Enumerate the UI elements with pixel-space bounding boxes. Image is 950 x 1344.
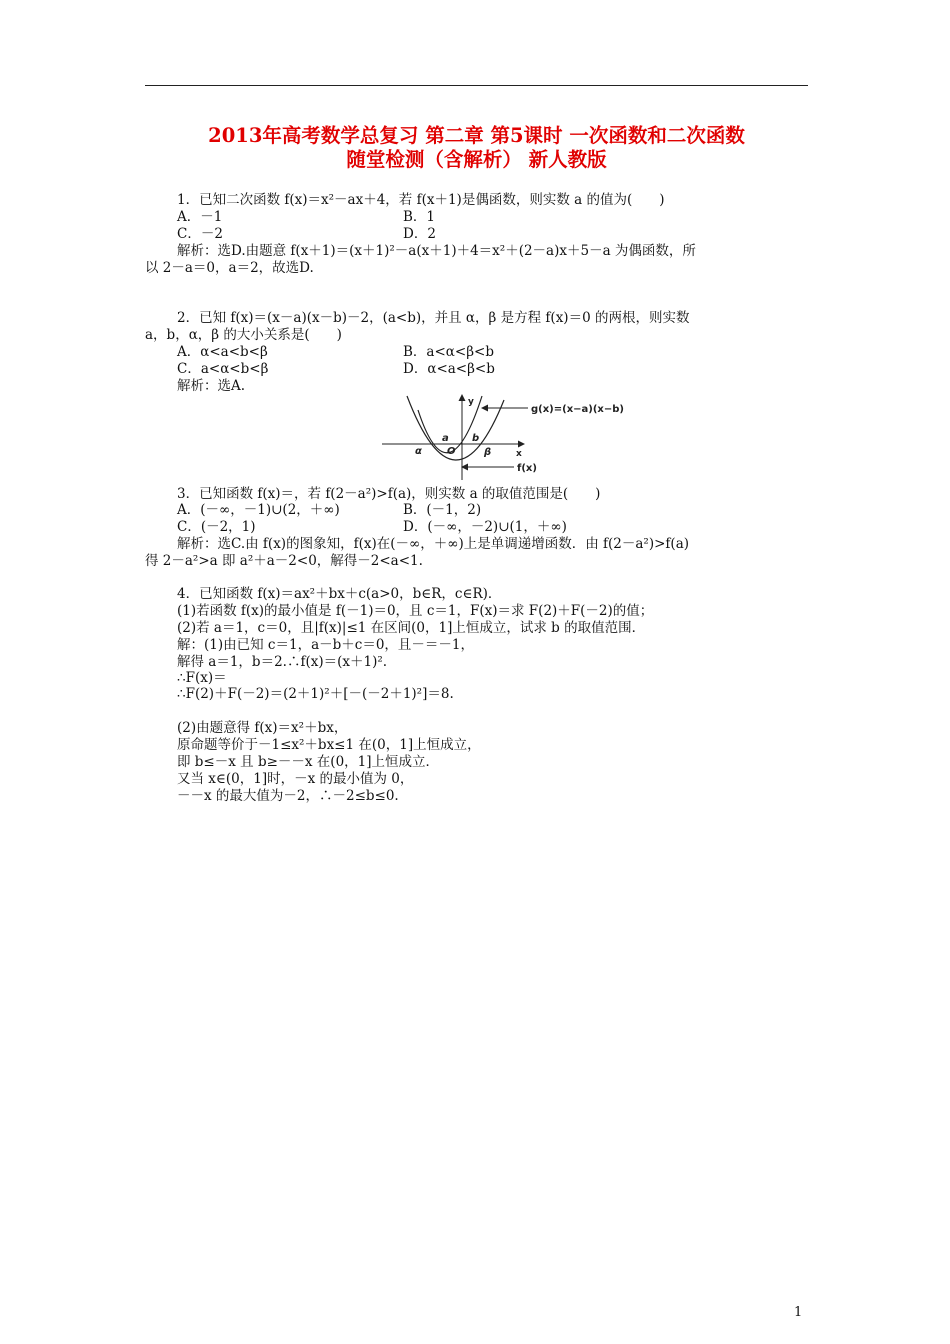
q2-stem-line1: 2．已知 f(x)＝(x－a)(x－b)－2，(a<b)，并且 α，β 是方程 f(x)＝0 的两根，则实数 (177, 310, 690, 326)
q4-part2-question: (2)若 a＝1，c＝0，且|f(x)|≤1 在区间(0，1]上恒成立，试求 b 的取值范围． (177, 620, 646, 636)
q4-solution-line2: 解得 a＝1，b＝2.∴f(x)＝(x＋1)². (177, 654, 388, 670)
q3-option-c: C．(－2，1) (177, 519, 256, 535)
q1-stem: 1．已知二次函数 f(x)＝x²－ax＋4，若 f(x＋1)是偶函数，则实数 a 的值为( ) (177, 192, 665, 208)
document-title-line2: 随堂检测（含解析） 新人教版 (346, 148, 607, 171)
q4-part2-solution-line5: －－x 的最大值为－2，∴－2≤b≤0. (177, 788, 399, 804)
q4-part2-solution-line4: 又当 x∈(0，1]时，－x 的最小值为 0， (177, 771, 414, 787)
g-label: g(x)=(x−a)(x−b) (531, 404, 624, 415)
q4-solution-line1: 解：(1)由已知 c＝1，a－b＋c＝0，且－＝－1， (177, 637, 474, 653)
parabola-figure (378, 392, 624, 482)
q4-stem: 4．已知函数 f(x)＝ax²＋bx＋c(a>0，b∈R，c∈R)． (177, 586, 502, 602)
origin-label: O (447, 446, 456, 457)
beta-label: β (484, 447, 492, 458)
q2-option-c: C．a<α<b<β (177, 361, 269, 377)
q3-analysis-line1: 解析：选C.由 f(x)的图象知，f(x)在(－∞，＋∞)上是单调递增函数．由 f(2－a²)>f(a) (177, 536, 690, 552)
q1-analysis-line1: 解析：选D.由题意 f(x＋1)＝(x＋1)²－a(x＋1)＋4＝x²＋(2－a)x＋5－a 为偶函数，所 (177, 243, 696, 259)
q4-part2-solution-line2: 原命题等价于－1≤x²＋bx≤1 在(0，1]上恒成立， (177, 737, 481, 753)
q4-solution-line4: ∴F(2)＋F(－2)＝(2＋1)²＋[－(－2＋1)²]＝8. (177, 686, 454, 702)
page-number: 1 (794, 1305, 803, 1320)
q2-stem-line2: a，b，α，β 的大小关系是( ) (145, 327, 342, 343)
q4-part2-solution-line3: 即 b≤－x 且 b≥－－x 在(0，1]上恒成立． (177, 754, 440, 770)
q3-option-d: D．(－∞，－2)∪(1，＋∞) (403, 519, 567, 535)
header-rule (145, 85, 808, 86)
q3-option-b: B．(－1，2) (403, 502, 482, 518)
q4-part2-solution-line1: (2)由题意得 f(x)＝x²＋bx， (177, 720, 348, 736)
y-label: y (468, 397, 474, 407)
q2-option-a: A．α<a<b<β (177, 344, 268, 360)
alpha-label: α (415, 446, 422, 457)
q3-stem: 3．已知函数 f(x)＝，若 f(2－a²)>f(a)，则实数 a 的取值范围是( ) (177, 486, 601, 502)
a-label: a (442, 433, 449, 444)
q2-option-b: B．a<α<β<b (403, 344, 494, 360)
q1-option-c: C．－2 (177, 226, 223, 242)
q1-option-d: D．2 (403, 226, 436, 242)
q4-part1-question: (1)若函数 f(x)的最小值是 f(－1)＝0，且 c＝1，F(x)＝求 F(2)＋F(－2)的值； (177, 603, 654, 619)
document-title-line1: 2013年高考数学总复习 第二章 第5课时 一次函数和二次函数 (208, 124, 745, 147)
q1-option-a: A．－1 (177, 209, 223, 225)
q1-analysis-line2: 以 2－a＝0，a＝2，故选D. (145, 260, 314, 276)
q3-option-a: A．(－∞，－1)∪(2，＋∞) (177, 502, 340, 518)
q4-solution-line3: ∴F(x)＝ (177, 670, 227, 686)
x-label: x (516, 449, 522, 459)
b-label: b (472, 433, 480, 444)
q1-option-b: B．1 (403, 209, 436, 225)
f-label: f(x) (517, 463, 537, 474)
q2-option-d: D．α<a<β<b (403, 361, 495, 377)
q3-analysis-line2: 得 2－a²>a 即 a²＋a－2<0，解得－2<a<1. (145, 553, 423, 569)
q2-analysis: 解析：选A. (177, 378, 246, 394)
